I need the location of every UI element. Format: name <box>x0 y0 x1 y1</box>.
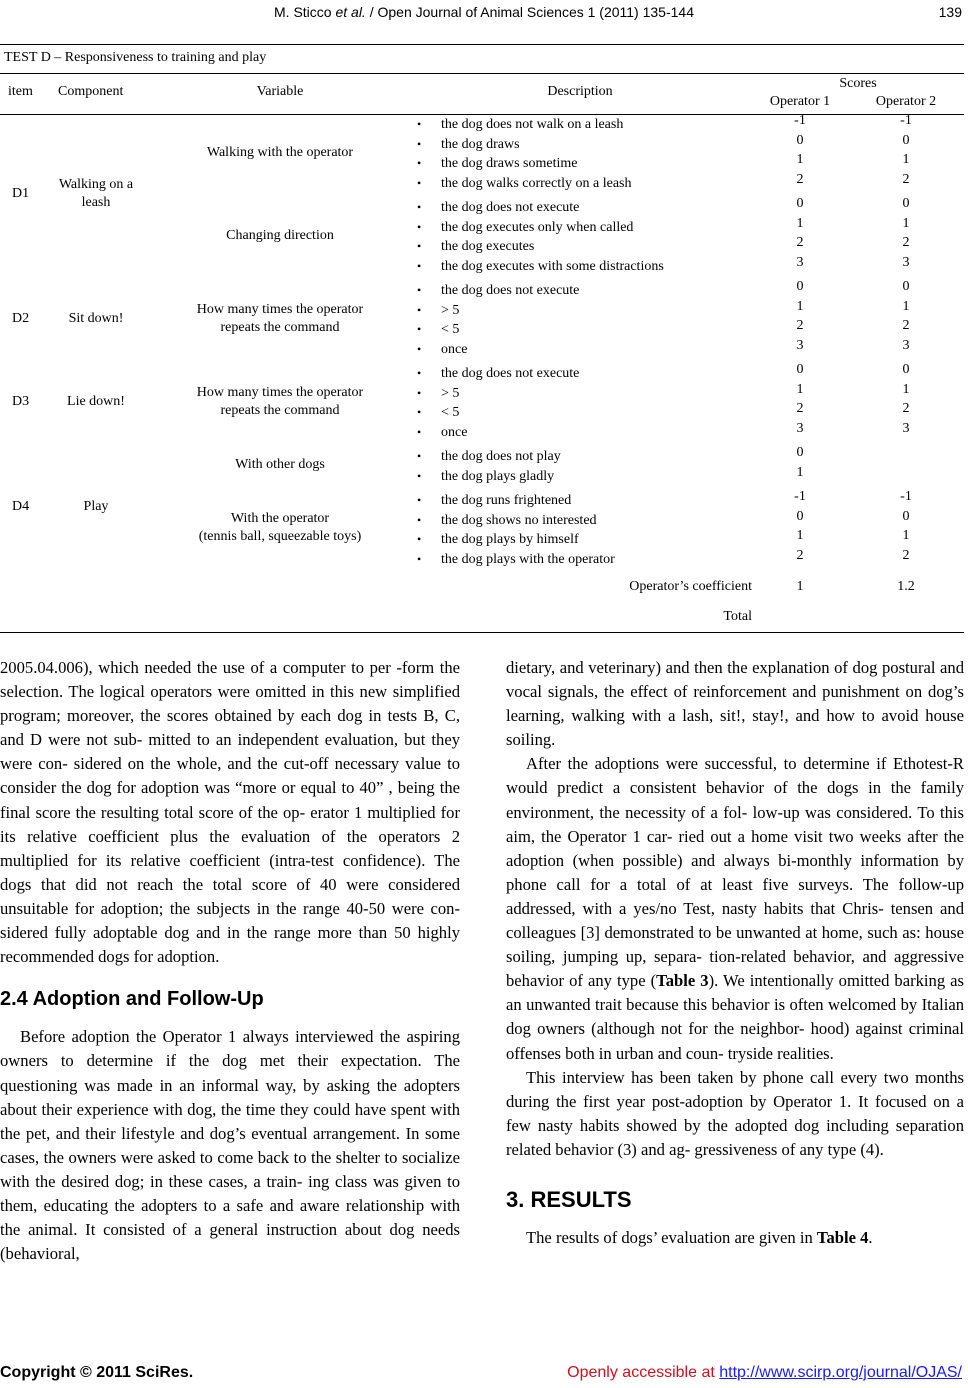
table-caption-rule <box>0 73 964 74</box>
coefficient-operator2: 1.2 <box>897 579 915 594</box>
score-operator2: 3 <box>902 254 910 270</box>
running-title-etal: et al. <box>335 4 366 20</box>
running-title-journal: / Open Journal of Animal Sciences 1 (2011) 135-144 <box>365 4 694 20</box>
variable-repeats-d3-line2: repeats the command <box>220 403 340 418</box>
score-operator2: 0 <box>902 362 910 377</box>
score-operator2: 0 <box>902 132 910 148</box>
section-heading-3: 3. RESULTS <box>506 1186 632 1212</box>
score-operator1: 1 <box>796 215 804 231</box>
score-operator2: 1 <box>902 215 910 231</box>
description-item: the dog does not execute • <box>417 283 580 298</box>
score-operator2: 1 <box>902 528 910 544</box>
score-operator1: 1 <box>796 152 804 168</box>
description-item: > 5 • <box>417 302 460 318</box>
bullet-icon: • <box>417 239 422 254</box>
description-item: < 5 • <box>417 322 460 338</box>
bullet-icon: • <box>417 512 422 527</box>
score-operator1: 1 <box>796 464 804 480</box>
copyright-notice: Copyright © 2011 SciRes. <box>0 1364 194 1381</box>
score-operator2: 2 <box>902 401 910 417</box>
variable-repeats-d3-line1: How many times the operator <box>196 385 364 400</box>
bullet-icon: • <box>417 283 422 297</box>
col-header-variable: Variable <box>256 84 304 99</box>
bullet-icon: • <box>417 200 422 214</box>
bullet-icon: • <box>417 405 422 420</box>
right-paragraph-4 <box>506 1226 964 1250</box>
right-column <box>506 656 964 1250</box>
left-paragraph-2: Before adoption the Operator 1 always interviewed the aspiring owners to determine if the dog met their expectation. The questioning was made in an informal way, by asking the adopters about their experience with dog, the time they could have spent with the pet, and their lifestyle and dog’s eventual arrangement. In some cases, the owners were asked to come back to the shelter to socialize with the desired dog; in these cases, a train- ing class was given to them, educating the adopters to a safe and aware relationship with the animal. It consisted of a general instruction about dog needs (behavioral, <box>0 1027 460 1264</box>
coefficient-operator1: 1 <box>796 579 804 594</box>
variable-with-operator-line2: (tennis ball, squeezable toys) <box>198 529 362 544</box>
variable-repeats-d2-line2: repeats the command <box>220 320 340 335</box>
description-item: the dog plays gladly • <box>417 468 555 484</box>
variable-with-operator-line1: With the operator <box>230 511 330 526</box>
item-d1: D1 <box>12 186 30 201</box>
description-item: once • <box>417 424 468 440</box>
score-operator1: 0 <box>796 508 804 524</box>
table-top-rule <box>0 44 964 45</box>
running-title <box>0 4 968 20</box>
bullet-icon: • <box>417 385 422 400</box>
score-operator1: 2 <box>796 235 804 251</box>
bullet-icon: • <box>417 175 422 190</box>
bullet-icon: • <box>417 424 422 439</box>
description-item: the dog does not execute • <box>417 200 580 215</box>
page-number: 139 <box>938 4 962 20</box>
left-column <box>0 656 460 1266</box>
description-item: once • <box>417 341 468 357</box>
variable-other-dogs: With other dogs <box>235 457 325 472</box>
component-d1-line1: Walking on a <box>58 177 134 192</box>
score-operator2: 2 <box>902 235 910 251</box>
total-label: Total <box>723 609 752 624</box>
running-title-authors: M. Sticco <box>274 4 336 20</box>
score-operator2: 3 <box>902 337 910 353</box>
variable-walking: Walking with the operator <box>206 145 354 160</box>
score-operator2: 0 <box>902 279 910 294</box>
variable-repeats-d2-line1: How many times the operator <box>196 302 364 317</box>
score-operator2: -1 <box>900 113 912 128</box>
table-caption: TEST D – Responsiveness to training and play <box>4 50 267 65</box>
bullet-icon: • <box>417 366 422 380</box>
description-item: the dog plays by himself • <box>417 532 579 548</box>
section-heading-2-4: 2.4 Adoption and Follow-Up <box>0 988 264 1011</box>
item-d4: D4 <box>12 499 30 514</box>
score-operator1: -1 <box>794 113 806 128</box>
score-operator2: 1 <box>902 381 910 397</box>
description-item: the dog draws • <box>417 136 520 152</box>
score-operator2: 1 <box>902 152 910 168</box>
open-access-text: Openly accessible at <box>567 1364 720 1381</box>
score-operator2: -1 <box>900 489 912 504</box>
score-operator1: 2 <box>796 401 804 417</box>
bullet-icon: • <box>417 341 422 356</box>
description-item: > 5 • <box>417 385 460 401</box>
right-paragraph-2-text-b: ). We intentionally omitted barking as an unwanted trait because this behavior is often welcomed by Italian dog owners (although not for the neighbor- hood) against criminal offenses both in urban and coun- tryside realities. <box>506 971 964 1063</box>
open-access-notice <box>567 1364 962 1382</box>
description-item: the dog shows no interested • <box>417 512 597 528</box>
col-header-operator1: Operator 1 <box>769 94 831 109</box>
score-operator1: 2 <box>796 171 804 187</box>
bullet-icon: • <box>417 322 422 337</box>
bullet-icon: • <box>417 449 422 463</box>
component-d3: Lie down! <box>67 394 125 409</box>
col-header-operator2: Operator 2 <box>875 94 937 109</box>
component-d1-line2: leash <box>81 195 111 210</box>
bullet-icon: • <box>417 136 422 151</box>
variable-changing-direction: Changing direction <box>226 228 334 243</box>
bullet-icon: • <box>417 258 422 273</box>
score-operator1: 2 <box>796 547 804 563</box>
bullet-icon: • <box>417 532 422 547</box>
coefficient-label: Operator’s coefficient <box>629 579 752 594</box>
score-operator1: 0 <box>796 445 804 460</box>
table-3-reference[interactable]: Table 3 <box>656 971 709 991</box>
col-header-item: item <box>8 84 33 99</box>
description-item: the dog does not walk on a leash • <box>417 117 624 132</box>
score-operator2: 0 <box>902 196 910 211</box>
description-item: < 5 • <box>417 405 460 421</box>
col-header-component: Component <box>58 84 124 99</box>
component-d4: Play <box>83 499 109 514</box>
description-item: the dog draws sometime • <box>417 156 578 172</box>
col-header-scores: Scores <box>839 76 877 91</box>
description-item: the dog runs frightened • <box>417 493 572 508</box>
right-paragraph-4-text-b: . <box>868 1228 873 1248</box>
score-operator1: 3 <box>796 254 804 270</box>
bullet-icon: • <box>417 468 422 483</box>
bullet-icon: • <box>417 156 422 171</box>
bullet-icon: • <box>417 219 422 234</box>
description-item: the dog executes only when called • <box>417 219 634 235</box>
score-operator2: 2 <box>902 547 910 563</box>
score-operator2: 1 <box>902 298 910 314</box>
component-d2: Sit down! <box>68 311 124 326</box>
bullet-icon: • <box>417 493 422 507</box>
right-paragraph-2 <box>506 752 964 1065</box>
score-operator1: 1 <box>796 528 804 544</box>
description-item: the dog executes • <box>417 239 535 255</box>
item-d2: D2 <box>12 311 30 326</box>
score-operator2: 3 <box>902 420 910 436</box>
right-paragraph-4-text-a: The results of dogs’ evaluation are given in <box>526 1228 817 1248</box>
score-operator1: 0 <box>796 279 804 294</box>
score-operator1: 3 <box>796 337 804 353</box>
score-operator1: 1 <box>796 298 804 314</box>
description-item: the dog plays with the operator • <box>417 551 615 567</box>
running-header <box>0 2 968 22</box>
bullet-icon: • <box>417 117 422 131</box>
bullet-icon: • <box>417 551 422 566</box>
table-bottom-rule <box>0 632 964 633</box>
score-operator1: 0 <box>796 196 804 211</box>
item-d3: D3 <box>12 394 30 409</box>
score-operator1: 2 <box>796 318 804 334</box>
right-paragraph-3: This interview has been taken by phone call every two months during the first year post-adoption by Operator 1. It focused on a few nasty habits showed by the adopted dog including separation related behavior (3) and ag- gressiveness of any type (4). <box>506 1067 964 1159</box>
description-item: the dog walks correctly on a leash • <box>417 175 632 191</box>
score-operator2: 0 <box>902 508 910 524</box>
col-header-description: Description <box>547 84 613 99</box>
score-operator1: 1 <box>796 381 804 397</box>
score-operator2: 2 <box>902 318 910 334</box>
bullet-icon: • <box>417 302 422 317</box>
score-operator2: 2 <box>902 171 910 187</box>
right-paragraph-1: dietary, and veterinary) and then the explanation of dog postural and vocal signals, the effect of reinforcement and punishment on dog’s learning, walking with a lash, sit!, stay!, and how to avoid house soiling. <box>506 658 964 750</box>
description-item: the dog executes with some distractions • <box>417 258 664 274</box>
score-operator1: 0 <box>796 132 804 148</box>
score-operator1: 3 <box>796 420 804 436</box>
left-paragraph-1: 2005.04.006), which needed the use of a computer to per -form the selection. The logical operators were omitted in this new simplified program; moreover, the scores obtained by each dog in tests B, C, and D were not sub- mitted to an independent evaluation, but they were con- sidered on the whole, and the cut-off necessary value to consider the dog for adoption was “more or equal to 40” , being the final score the resulting total score of the op- erator 1 multiplied for its relative coefficient plus the evaluation of the operators 2 multiplied for its relative coefficient (intra-test confidence). The dogs that did not reach the total score of 40 were considered unsuitable for adoption; the subjects in the range 40-50 were con- sidered fully adoptable dog and in the range more than 50 highly recommended dogs for adoption. <box>0 658 460 967</box>
table-4-reference[interactable]: Table 4 <box>816 1228 869 1248</box>
score-operator1: -1 <box>794 489 806 504</box>
journal-link[interactable]: http://www.scirp.org/journal/OJAS/ <box>719 1364 962 1381</box>
score-operator1: 0 <box>796 362 804 377</box>
description-item: the dog does not execute • <box>417 366 580 381</box>
right-paragraph-2-text-a: After the adoptions were successful, to determine if Ethotest-R would predict a consistent behavior of the dogs in the family environment, the necessity of a fol- low-up was considered. To this aim, the Operator 1 car- ried out a home visit two weeks after the adoption (when possible) and always bi-monthly information by phone call for a total of at least five surveys. The follow-up addressed, with a yes/no Test, nasty habits that Chris- tensen and colleagues [3] demonstrated to be unwanted at home, such as: house soiling, jumping up, separa- tion-related behavior, and aggressive behavior of any type ( <box>506 754 964 991</box>
description-item: the dog does not play • <box>417 449 561 464</box>
